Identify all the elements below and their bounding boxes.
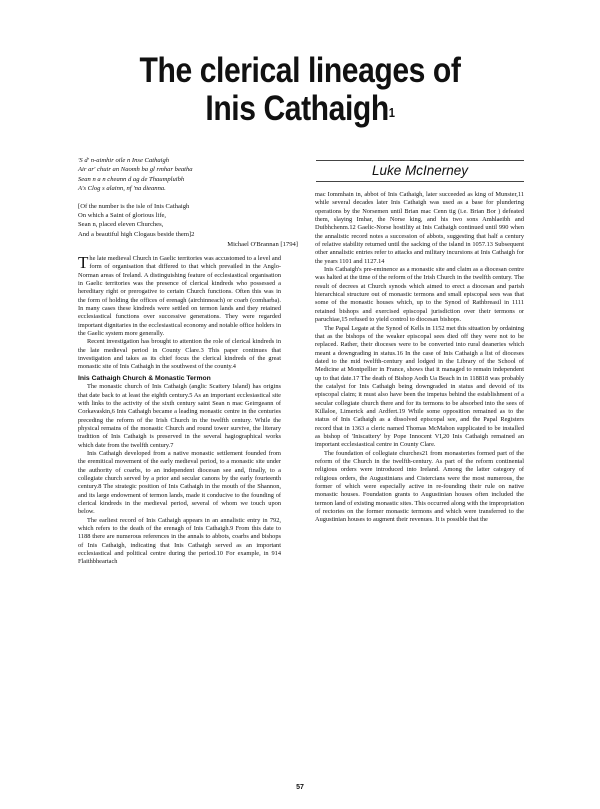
title-footnote-marker: 1 <box>388 105 395 120</box>
title-line-1: The clerical lineages of <box>139 51 461 90</box>
left-column <box>78 255 281 567</box>
poem-translation-line: On which a Saint of glorious life, <box>78 212 167 220</box>
paragraph: Inis Cathaigh developed from a native monastic settlement founded from the eremitical movement of the early medieval period, to a monastic site under the authority of coarbs, to an independent diocesan see and, finally, to a collegiate church served by a prior and secular canons by the early fourteenth century.8 The strategic position of Inis Cathaigh in the mouth of the Shannon, and its large endowment of termon lands, made it conducive to the founding of clerical kindreds in the medieval period, several of whom we touch upon below. <box>78 449 281 516</box>
paragraph: The Papal Legate at the Synod of Kells in 1152 met this situation by ordaining that as the bishops of the weaker episcopal sees died off they were not to be replaced. Rather, their dioceses were to be converted into rural deaneries which meant a downgrading in status.16 In the case of Inis Cathaigh a list of dioceses dated to the mid twelfth-century and lodged in the Library of the School of Medicine at Montpellier in France, shows that it managed to remain independent up to that date.17 The death of Bishop Aodh Ua Beach in in 118818 was probably the catalyst for Inis Cathaigh being downgraded in status and devoid of its episcopal claim; it must also have been the impetus behind the establishment of a secular collegiate church there and for its termons to be absorbed into the sees of Killaloe, Limerick and Ardfert.19 While some opposition remained as to the status of Inis Cathaigh as a dissolved episcopal see, and the Papal Registers record that in 1363 a cleric named Thomas McMahon supplicated to be installed as bishop of 'Iniscattery' by Pope Innocent VI,20 Inis Cathaigh remained an important ecclesiastical centre in County Clare. <box>315 324 524 449</box>
poem-translation-line: And a beautiful high Clogaus beside them]2 <box>78 230 195 238</box>
article-title <box>42 52 558 128</box>
paragraph: mac Iommhain in, abbot of Inis Cathaigh, later succeeded as king of Munster,11 while several decades later Inis Cathaigh was used as a base for plundering operations by the Norsemen until Brian mac Cenn tig (i.e. Brian Bor ) defeated them, slaying Imhar, the Norse king, and his two sons Amhlaeibh and Duibhchenm.12 Gaelic-Norse hostility at Inis Cathaigh continued until 990 when the annalistic record notes a succession of abbots, suggesting that half a century of relative stability returned until the sacking of the island in 1057.13 Subsequent other annalistic entries refer to attacks and military incursions at Inis Cathaigh for the years 1101 and 1127.14 <box>315 191 524 265</box>
right-column <box>315 191 524 525</box>
poem-attribution: Michael O'Brannan [1794] <box>227 241 298 249</box>
intro-paragraph-text: he late medieval Church in Gaelic territories was accustomed to a level and form of organisation that differed to that which prevailed in the Anglo-Norman areas of Ireland. A distinguishing feature of ecclesiastical organisation in Gaelic territories was the presence of clerical kindreds who possessed a hereditary right or prerogative to certain Church functions. Often this was in the form of holding the offices of erenagh (airchinneach) or coarb (comharba). In many cases these kindreds were settled on termon lands and they retained ecclesiastical functions over successive generations. They were regarded important dignitaries in the ecclesiastical economy and notable office holders in the Gaelic system more generally. <box>78 255 281 338</box>
title-line-2-text: Inis Cathaigh <box>205 89 389 128</box>
poem-gaelic-line: 'S d' n-aimhir oile n Inse Cathaigh <box>78 157 170 164</box>
poem-translation-line: [Of the number is the isle of Inis Cathaigh <box>78 202 190 210</box>
drop-cap: T <box>78 253 89 272</box>
poem-translation-line: Sean n, placed eleven Churches, <box>78 221 164 229</box>
paragraph: The monastic church of Inis Cathaigh (anglic Scattery Island) has origins that date back to at least the eighth century.5 As an important ecclesiastical site with links to the activity of the sixth century saint Sean n mac Geirrgeann of Corkavaskin,6 Inis Cathaigh became a leading monastic centre in the centuries preceding the reform of the Irish Church in the twelfth century. While the physical remains of the monastic Church and round tower survive, the literary tradition of Inis Cathaigh is preserved in the several hagiographical works which date from the twelfth century.7 <box>78 383 281 449</box>
epigraph-poem <box>78 156 298 250</box>
poem-gaelic-line: Air ar' chuir an Naomh ba gl rmhar beatha <box>78 166 193 174</box>
intro-paragraph <box>78 255 281 338</box>
author-byline: Luke McInerney <box>316 160 524 182</box>
poem-gaelic-line: A's Clog s alainn, nf 'na dieanna. <box>78 185 166 193</box>
title-line-2 <box>42 90 558 128</box>
paragraph: Recent investigation has brought to attention the role of clerical kindreds in the late medieval period in County Clare.3 This paper continues that investigation and takes as its chief focus the clerical kindreds of the great monastic site of Inis Cathaigh in the southwest of the county.4 <box>78 338 281 371</box>
paragraph: The earliest record of Inis Cathaigh appears in an annalistic entry in 792, which refers to the death of the erenagh of Inis Cathaigh.9 From this date to 1188 there are numerous references in the annals to abbots, coarbs and bishops of Inis Cathaigh, indicating that Inis Cathaigh served as an important ecclesiastical and political centre during the period.10 For example, in 914 Flaithbheartach <box>78 516 281 566</box>
poem-gaelic-line: Sean n a n cheann d ag de Thaumpluibh <box>78 175 185 183</box>
poem-gaelic <box>78 156 298 194</box>
section-heading: Inis Cathaigh Church & Monastic Termon <box>78 374 211 382</box>
poem-translation <box>78 202 298 240</box>
paragraph: The foundation of collegiate churches21 from monasteries formed part of the reform of the Church in the twelfth-century. As part of the reform continental religious orders were introduced into Ireland. Among the latter category of religious orders, the Augustinians and Cistercians were the most numerous, the former of which were especially active in re-founding their rule on native monastic houses. Foundation grants to Augustinian houses often included the termon land of existing monastic sites. This occurred along with the impropriation of rectories on the former monastic termons and which were transferred to the Augustinian houses to augment their revenues. It is possible that the <box>315 449 524 524</box>
page-number: 57 <box>296 784 304 791</box>
paragraph: Inis Cathaigh's pre-eminence as a monastic site and claim as a diocesan centre was halted at the time of the reform of the Irish Church in the twelfth century. The result of decrees at Church synods which aimed to erect a diocesan and parish hierarchical structure out of monastic termons and small episcopal sees was that some of the monastic houses which, up to the Synod of Rathbreasil in 1111 retained bishops and exercised episcopal jurisdiction over their termons or paruchiae,15 refused to yield control to diocesan bishops. <box>315 266 524 324</box>
